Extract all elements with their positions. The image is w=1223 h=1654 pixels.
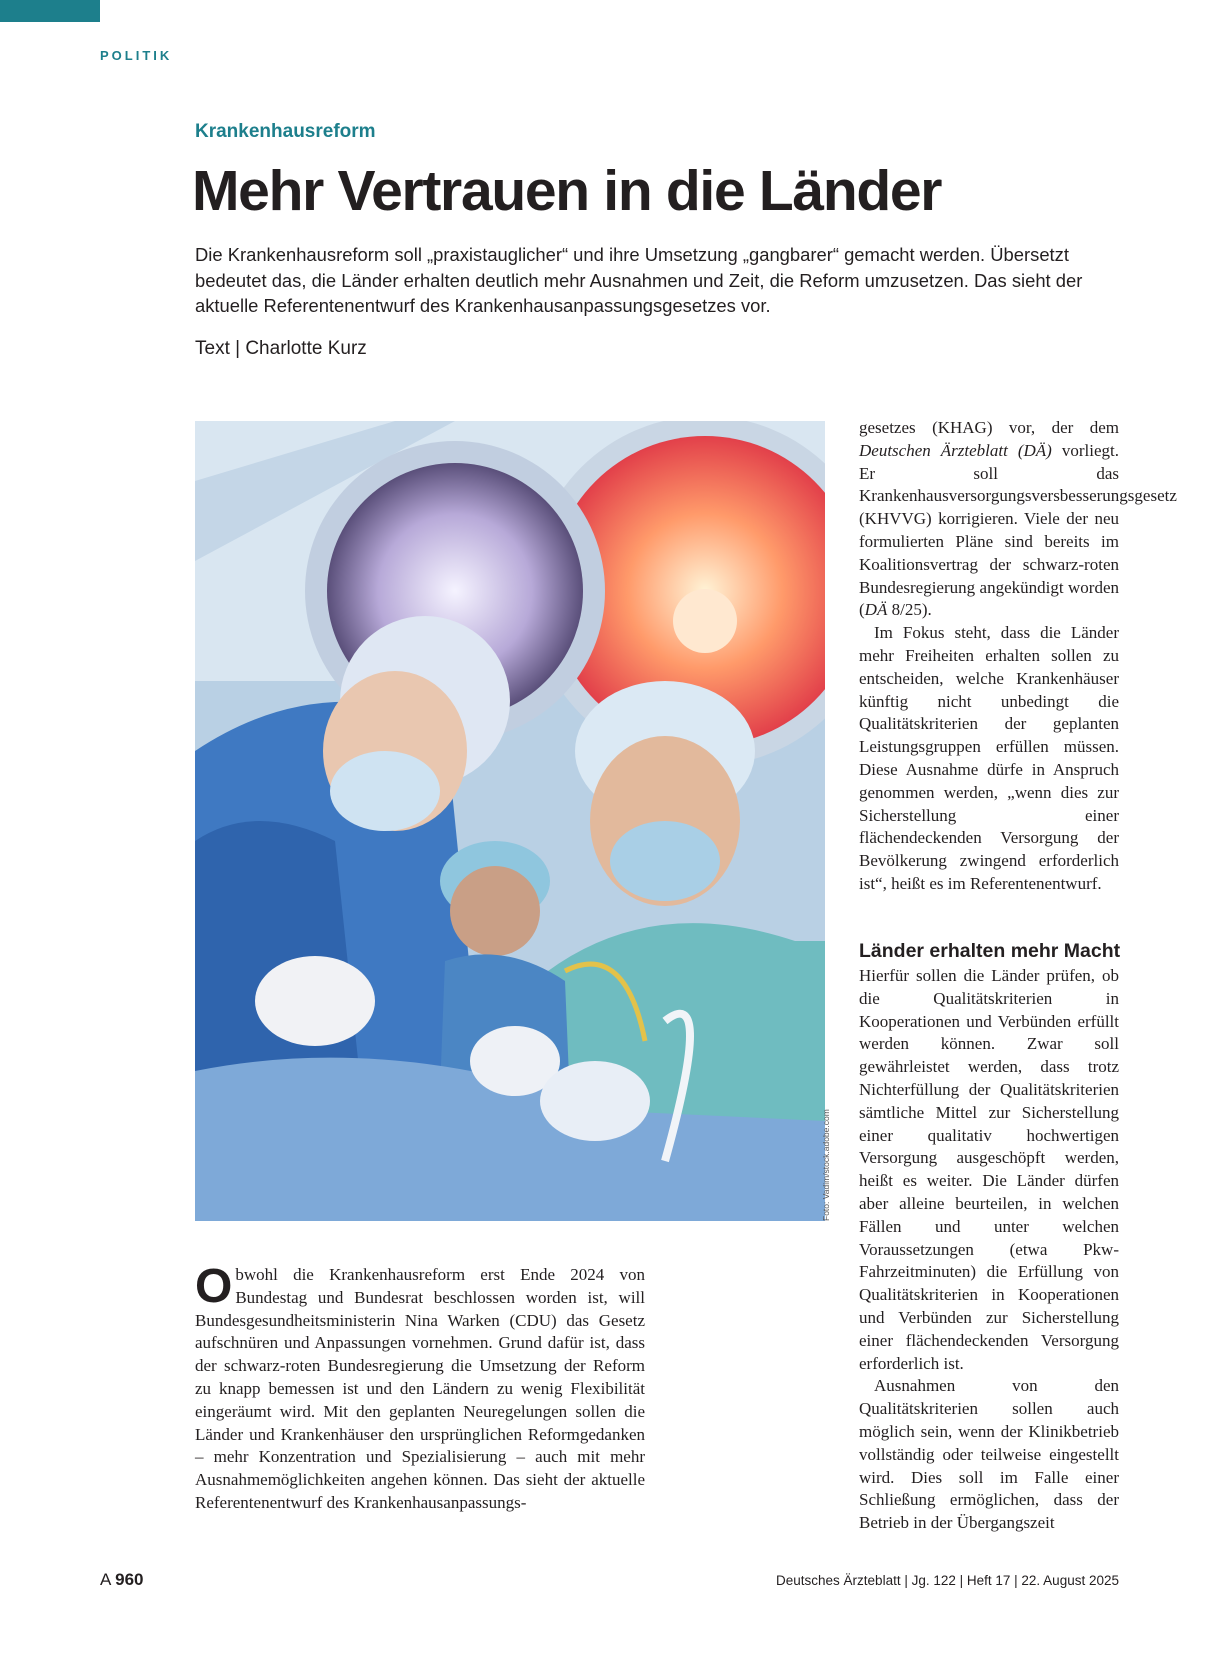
publication-name: Deutschen Ärzteblatt (DÄ)	[859, 440, 1052, 460]
article-lead: Die Krankenhausreform soll „praxistauglicher“ und ihre Umsetzung „gangbarer“ gemacht werden. Übersetzt bedeutet das, die Länder erhalten deutlich mehr Ausnahmen und Zeit, die Reform umzusetzen. Das sieht der aktuelle Referentenentwurf des Krankenhausanpassungsgesetzes vor.	[195, 244, 1083, 316]
publication-info: Deutsches Ärzteblatt | Jg. 122 | Heft 17 | 22. August 2025	[776, 1573, 1119, 1588]
page-prefix: A	[100, 1570, 111, 1589]
column-2-paragraph-1	[859, 417, 1177, 622]
surgery-illustration	[195, 421, 825, 1221]
article-column-2	[859, 417, 1177, 896]
section-color-bar	[0, 0, 100, 22]
surgery-photo	[195, 421, 825, 1221]
column-3-paragraph-1: Hierfür sollen die Länder prüfen, ob die Qualitätskriterien in Kooperationen und Verbünden erfüllt werden können. Zwar soll gewährleistet werden, dass trotz Nichterfüllung der Qualitätskriterien sämtliche Mittel zur Sicherstellung einer qualitativ hochwertigen Versorgung ausgeschöpft werden, heißt es weiter. Die Länder dürfen aber alleine beurteilen, in welchen Fällen und unter welchen Voraussetzungen (etwa Pkw-Fahrzeitminuten) die Erfüllung von Qualitätskriterien in Kooperationen und Verbünden zur Sicherstellung einer flächendeckenden Versorgung erforderlich ist.	[859, 966, 1119, 1373]
photo-credit: Foto: Vadim/stock.adobe.com	[821, 1109, 831, 1221]
article-column-1	[195, 1260, 645, 1515]
column-1-text: bwohl die Krankenhausreform erst Ende 2024 von Bundestag und Bundesrat beschlossen worden ist, will Bundesgesundheitsministerin Nina Warken (CDU) das Gesetz aufschnüren und Anpassungen vornehmen. Grund dafür ist, dass der schwarz-roten Bundesregierung die Umsetzung der Reform zu knapp bemessen ist und den Ländern zu wenig Flexibilität eingeräumt wird. Mit den geplanten Neuregelungen sollen die Länder und Krankenhäuser den ursprünglichen Reformgedanken – mehr Konzentration und Spezialisierung – auch mit mehr Ausnahmemöglichkeiten angehen können. Das sieht der aktuelle Referentenentwurf des Krankenhausanpassungs-	[195, 1265, 645, 1512]
page-number	[100, 1570, 144, 1590]
article-subheading: Länder erhalten mehr Macht	[859, 940, 1121, 962]
column-3-paragraph-2: Ausnahmen von den Qualitätskriterien sollen auch möglich sein, wenn der Klinikbetrieb vollständig oder teilweise eingestellt wird. Dies soll im Falle einer Schließung ermöglichen, dass der Betrieb in der Übergangszeit	[859, 1376, 1119, 1533]
publication-abbrev: DÄ	[864, 600, 888, 620]
article-kicker: Krankenhausreform	[195, 121, 376, 142]
article-column-3	[859, 965, 1119, 1535]
column-2-paragraph-2: Im Fokus steht, dass die Länder mehr Freiheiten erhalten sollen zu entscheiden, welche Krankenhäuser künftig nicht unbedingt die Qualitätskriterien der geplanten Leistungsgruppen erfüllen müssen. Diese Ausnahme dürfe in Anspruch genommen werden, „wenn dies zur Sicherstellung einer flächendeckenden Versorgung der Bevölkerung zwingend erforderlich ist“, heißt es im Referentenentwurf.	[859, 623, 1119, 893]
article-headline: Mehr Vertrauen in die Länder	[192, 159, 942, 223]
text-run: 8/25).	[887, 600, 932, 620]
text-run: vorliegt. Er soll das Krankenhausversorgungsversbesserungsgesetz (KHVVG) korrigieren. Viele der neu formulierten Pläne sind bereits im Koalitionsvertrag der schwarz-roten Bundesregierung angekündigt worden (	[859, 440, 1177, 620]
page-number-value: 960	[115, 1570, 144, 1589]
section-label: POLITIK	[100, 48, 173, 63]
dropcap: O	[195, 1260, 233, 1313]
article-author: Text | Charlotte Kurz	[195, 338, 367, 359]
text-run: gesetzes (KHAG) vor, der dem	[859, 418, 1119, 437]
